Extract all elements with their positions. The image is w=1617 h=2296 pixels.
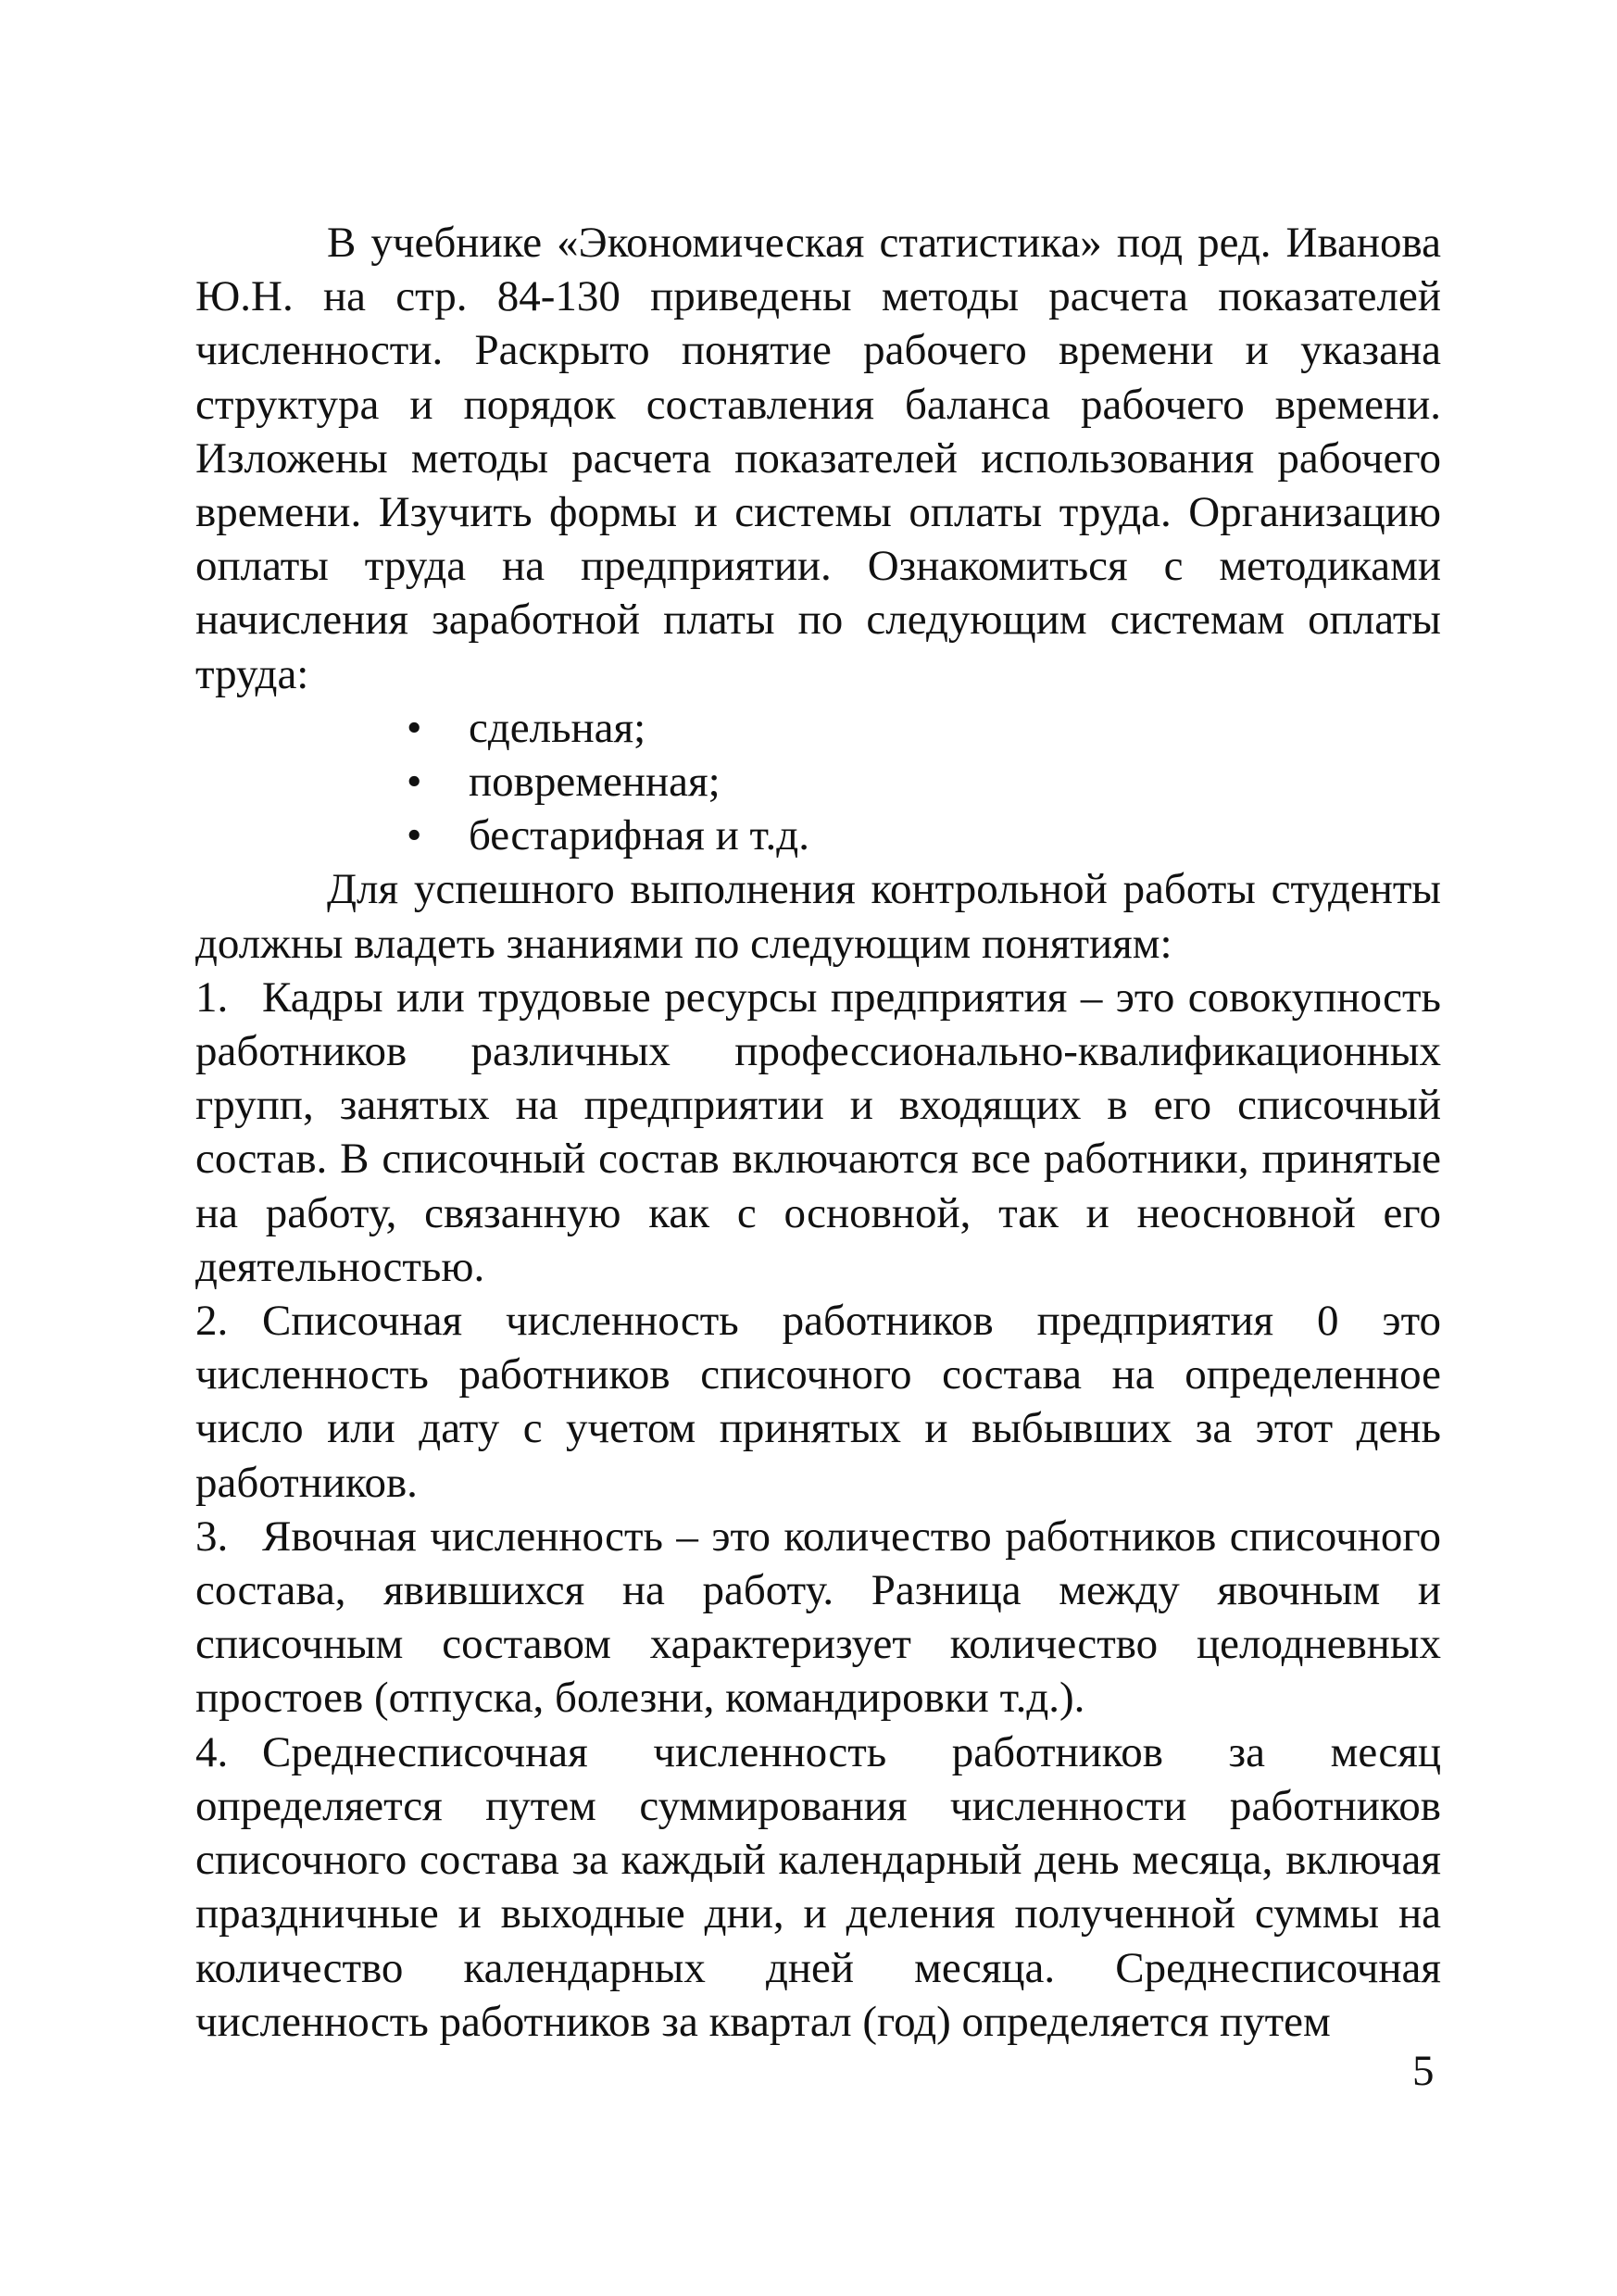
list-item-text: бестарифная и т.д. [469, 811, 809, 860]
list-item [195, 701, 1441, 755]
numbered-item [195, 1510, 1441, 1725]
list-item [195, 809, 1441, 862]
bullet-icon: • [407, 758, 422, 807]
item-text: Среднесписочная численность работников за месяц определяется путем суммирования численности работников списочного состава за каждый календарный день месяца, включая праздничные и выходные дни, и деления полученной суммы на количество календарных дней месяца. Среднесписочная численность работников за квартал (год) определяется путем [195, 1727, 1441, 2046]
item-number: 4. [195, 1727, 229, 1776]
numbered-item [195, 1294, 1441, 1510]
item-text: Явочная численность – это количество работников списочного состава, явившихся на работу. Разница между явочным и списочным составом характеризует количество целодневных простоев (отпуска, болезни, командировки т.д.). [195, 1512, 1441, 1723]
numbered-item [195, 971, 1441, 1294]
item-text: Кадры или трудовые ресурсы предприятия – это совокупность работников различных профессионально-квалификационных групп, занятых на предприятии и входящих в его списочный состав. В списочный состав включаются все работники, принятые на работу, связанную как с основной, так и неосновной его деятельностью. [195, 972, 1441, 1291]
list-item [195, 755, 1441, 809]
list-item-text: повременная; [469, 758, 721, 807]
item-number: 3. [195, 1512, 229, 1561]
list-item-text: сдельная; [469, 703, 646, 752]
page-body [195, 216, 1441, 2049]
item-number: 2. [195, 1297, 229, 1346]
lead-paragraph: Для успешного выполнения контрольной работы студенты должны владеть знаниями по следующим понятиям: [195, 865, 1441, 968]
bullet-icon: • [407, 703, 422, 752]
intro-paragraph: В учебнике «Экономическая статистика» под ред. Иванова Ю.Н. на стр. 84-130 приведены методы расчета показателей численности. Раскрыто понятие рабочего времени и указана структура и порядок составления баланса рабочего времени. Изложены методы расчета показателей использования рабочего времени. Изучить формы и системы оплаты труда. Организацию оплаты труда на предприятии. Ознакомиться с методиками начисления заработной платы по следующим системам оплаты труда: [195, 219, 1441, 698]
page-number: 5 [1412, 2047, 1435, 2095]
numbered-item [195, 1725, 1441, 2049]
item-text: Списочная численность работников предприятия 0 это численность работников списочного состава на определенное число или дату с учетом принятых и выбывших за этот день работников. [195, 1297, 1441, 1507]
bullet-icon: • [407, 811, 422, 860]
item-number: 1. [195, 972, 229, 1022]
pay-systems-list [195, 701, 1441, 863]
